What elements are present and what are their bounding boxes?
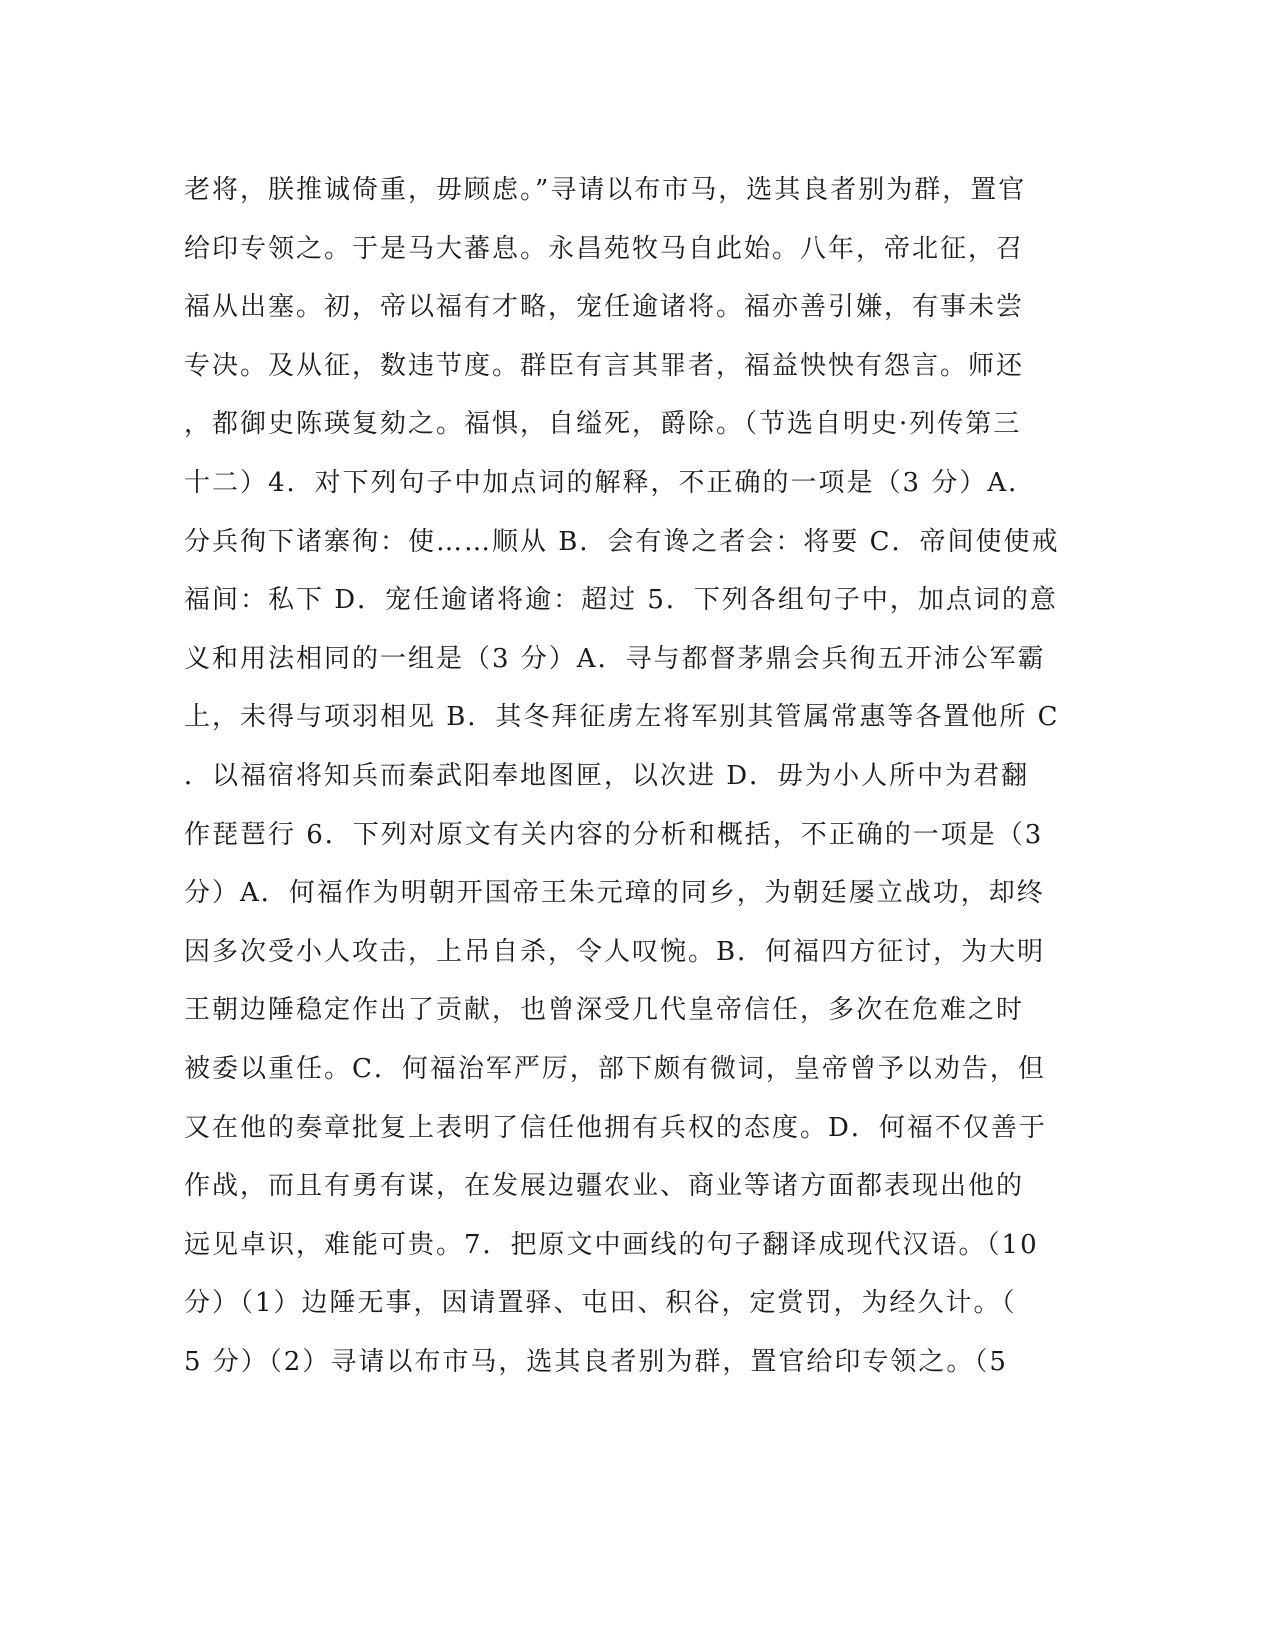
text-line: ．以福宿将知兵而秦武阳奉地图匣，以次进 D．毋为小人所中为君翻 bbox=[184, 760, 1030, 791]
text-line: 分）A．何福作为明朝开国帝王朱元璋的同乡，为朝廷屡立战功，却终 bbox=[184, 878, 1045, 909]
text-line: 上，未得与项羽相见 B．其冬拜征虏左将军别其管属常惠等各置他所 C bbox=[184, 702, 1060, 733]
text-line: 分兵徇下诸寨徇：使……顺从 B．会有谗之者会：将要 C．帝间使使戒 bbox=[184, 526, 1060, 557]
text-line: 被委以重任。C．何福治军严厉，部下颇有微词，皇帝曾予以劝告，但 bbox=[184, 1053, 1046, 1084]
text-line: 专决。及从征，数违节度。群臣有言其罪者，福益怏怏有怨言。师还 bbox=[184, 350, 1025, 381]
text-line: 5 分）（2）寻请以布市马，选其良者别为群，置官给印专领之。（5 bbox=[184, 1346, 1008, 1377]
text-line: 作琵琶行 6．下列对原文有关内容的分析和概括，不正确的一项是（3 bbox=[184, 819, 1044, 850]
text-line: 因多次受小人攻击，上吊自杀，令人叹惋。B．何福四方征讨，为大明 bbox=[184, 936, 1046, 967]
text-line: 十二）4．对下列句子中加点词的解释，不正确的一项是（3 分）A． bbox=[184, 467, 1037, 498]
body-text bbox=[184, 161, 1064, 1391]
text-line: 又在他的奏章批复上表明了信任他拥有兵权的态度。D．何福不仅善于 bbox=[184, 1112, 1047, 1143]
text-line: 义和用法相同的一组是（3 分）A．寻与都督茅鼎会兵徇五开沛公军霸 bbox=[184, 643, 1046, 674]
text-line: 作战，而且有勇有谋，在发展边疆农业、商业等诸方面都表现出他的 bbox=[184, 1171, 1025, 1202]
text-line: 分）（1）边陲无事，因请置驿、屯田、积谷，定赏罚，为经久计。（ bbox=[184, 1288, 1017, 1319]
text-line: 福间：私下 D．宠任逾诸将逾：超过 5．下列各组句子中，加点词的意 bbox=[184, 585, 1058, 616]
text-line: 福从出塞。初，帝以福有才略，宠任逾诸将。福亦善引嫌，有事未尝 bbox=[184, 292, 1025, 323]
text-line: 给印专领之。于是马大蕃息。永昌苑牧马自此始。八年，帝北征，召 bbox=[184, 233, 1025, 264]
text-line: 王朝边陲稳定作出了贡献，也曾深受几代皇帝信任，多次在危难之时 bbox=[184, 995, 1025, 1026]
text-line: ，都御史陈瑛复劾之。福惧，自缢死，爵除。（节选自明史·列传第三 bbox=[184, 409, 1022, 440]
text-line: 远见卓识，难能可贵。7．把原文中画线的句子翻译成现代汉语。（10 bbox=[184, 1229, 1039, 1260]
text-line: 老将，朕推诚倚重，毋顾虑。”寻请以布市马，选其良者别为群，置官 bbox=[184, 175, 1027, 205]
